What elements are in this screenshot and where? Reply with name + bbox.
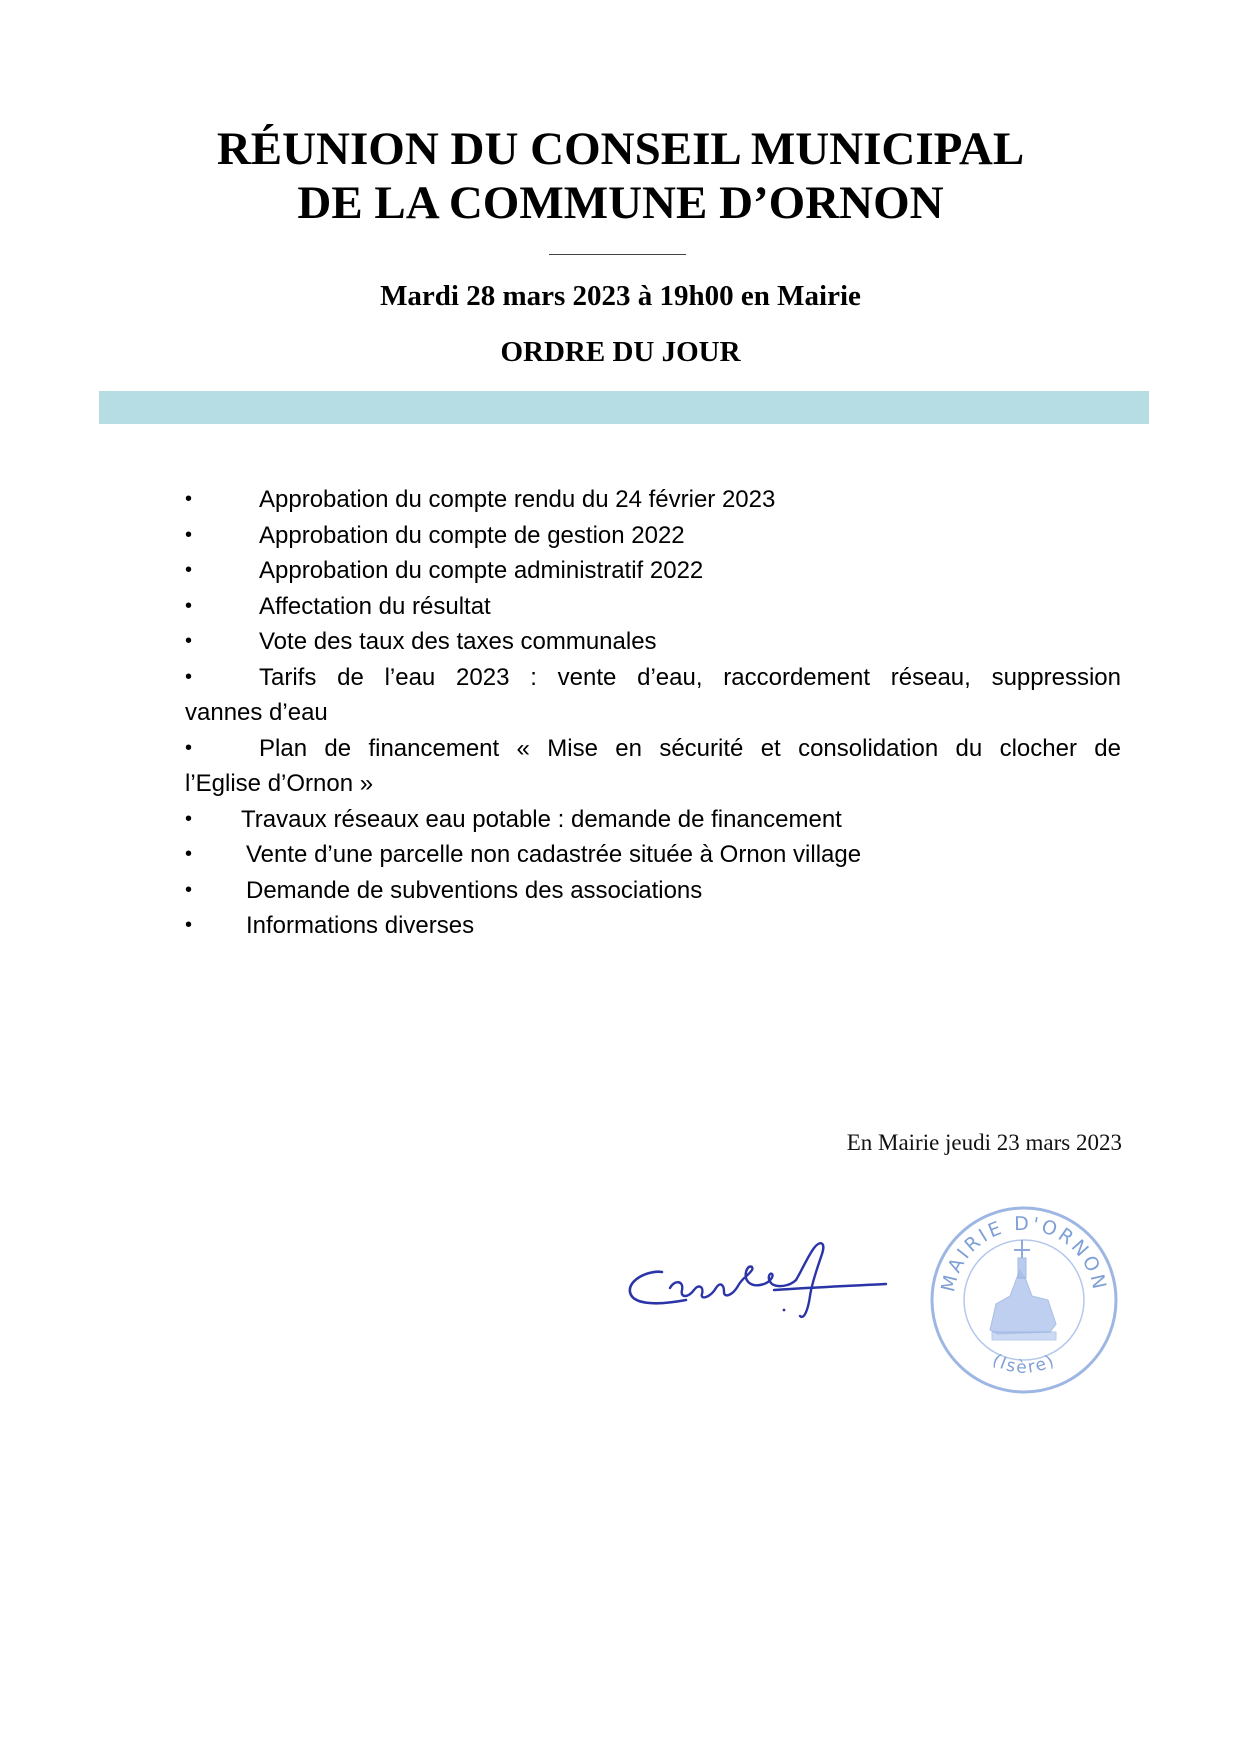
- page-title-line-1: RÉUNION DU CONSEIL MUNICIPAL: [216, 123, 1025, 175]
- bullet: •: [185, 488, 193, 510]
- bullet: •: [185, 559, 193, 581]
- signature-image: [624, 1230, 904, 1340]
- agenda-item-text-line-1: Tarifs de l’eau 2023 : vente d’eau, raccordement réseau, suppression: [259, 663, 1121, 691]
- agenda-item-text: Travaux réseaux eau potable : demande de financement: [241, 805, 842, 833]
- place-and-date: En Mairie jeudi 23 mars 2023: [846, 1130, 1122, 1155]
- agenda-item: [185, 873, 1121, 909]
- bullet: •: [185, 914, 193, 936]
- agenda-item: [185, 624, 1121, 660]
- bullet: •: [185, 878, 193, 901]
- agenda-item-text: Affectation du résultat: [259, 592, 491, 620]
- agenda-item: [185, 731, 1121, 802]
- agenda-item-text: Vote des taux des taxes communales: [259, 628, 657, 655]
- bullet: •: [185, 665, 193, 688]
- agenda-list: [185, 482, 1121, 944]
- bullet: •: [185, 630, 193, 652]
- agenda-item-text: Informations diverses: [246, 912, 475, 939]
- agenda-item: [185, 518, 1121, 554]
- svg-text:MAIRIE D'ORNON: MAIRIE D'ORNON: [937, 1212, 1111, 1295]
- agenda-item: [185, 660, 1121, 731]
- agenda-item-text-line-2: l’Eglise d’Ornon »: [185, 770, 374, 797]
- bullet: •: [185, 736, 193, 759]
- page-title-line-2: DE LA COMMUNE D’ORNON: [297, 177, 944, 229]
- agenda-item-text: Vente d’une parcelle non cadastrée située à Ornon village: [246, 841, 862, 868]
- bullet: •: [185, 807, 193, 830]
- title-divider: [549, 254, 686, 255]
- bullet: •: [185, 843, 193, 865]
- agenda-item-text: Demande de subventions des associations: [246, 876, 703, 904]
- agenda-item: [185, 589, 1121, 625]
- agenda-item: [185, 482, 1121, 518]
- bullet: •: [185, 523, 193, 546]
- agenda-item-text-line-2: vannes d’eau: [185, 699, 328, 726]
- agenda-item: [185, 837, 1121, 873]
- decorative-band: [99, 391, 1149, 424]
- agenda-item-text: Approbation du compte de gestion 2022: [259, 521, 685, 549]
- agenda-item-text-line-1: Plan de financement « Mise en sécurité et consolidation du clocher de: [259, 734, 1121, 762]
- agenda-item-text: Approbation du compte rendu du 24 février 2023: [259, 486, 776, 513]
- agenda-item-text: Approbation du compte administratif 2022: [259, 557, 704, 584]
- meeting-date: Mardi 28 mars 2023 à 19h00 en Mairie: [380, 280, 861, 312]
- svg-text:(Isère): (Isère): [988, 1350, 1060, 1378]
- agenda-item: [185, 553, 1121, 589]
- bullet: •: [185, 594, 193, 617]
- agenda-heading: ORDRE DU JOUR: [500, 336, 741, 368]
- agenda-item: [185, 802, 1121, 838]
- mairie-stamp-image: [924, 1200, 1124, 1400]
- agenda-item: [185, 908, 1121, 944]
